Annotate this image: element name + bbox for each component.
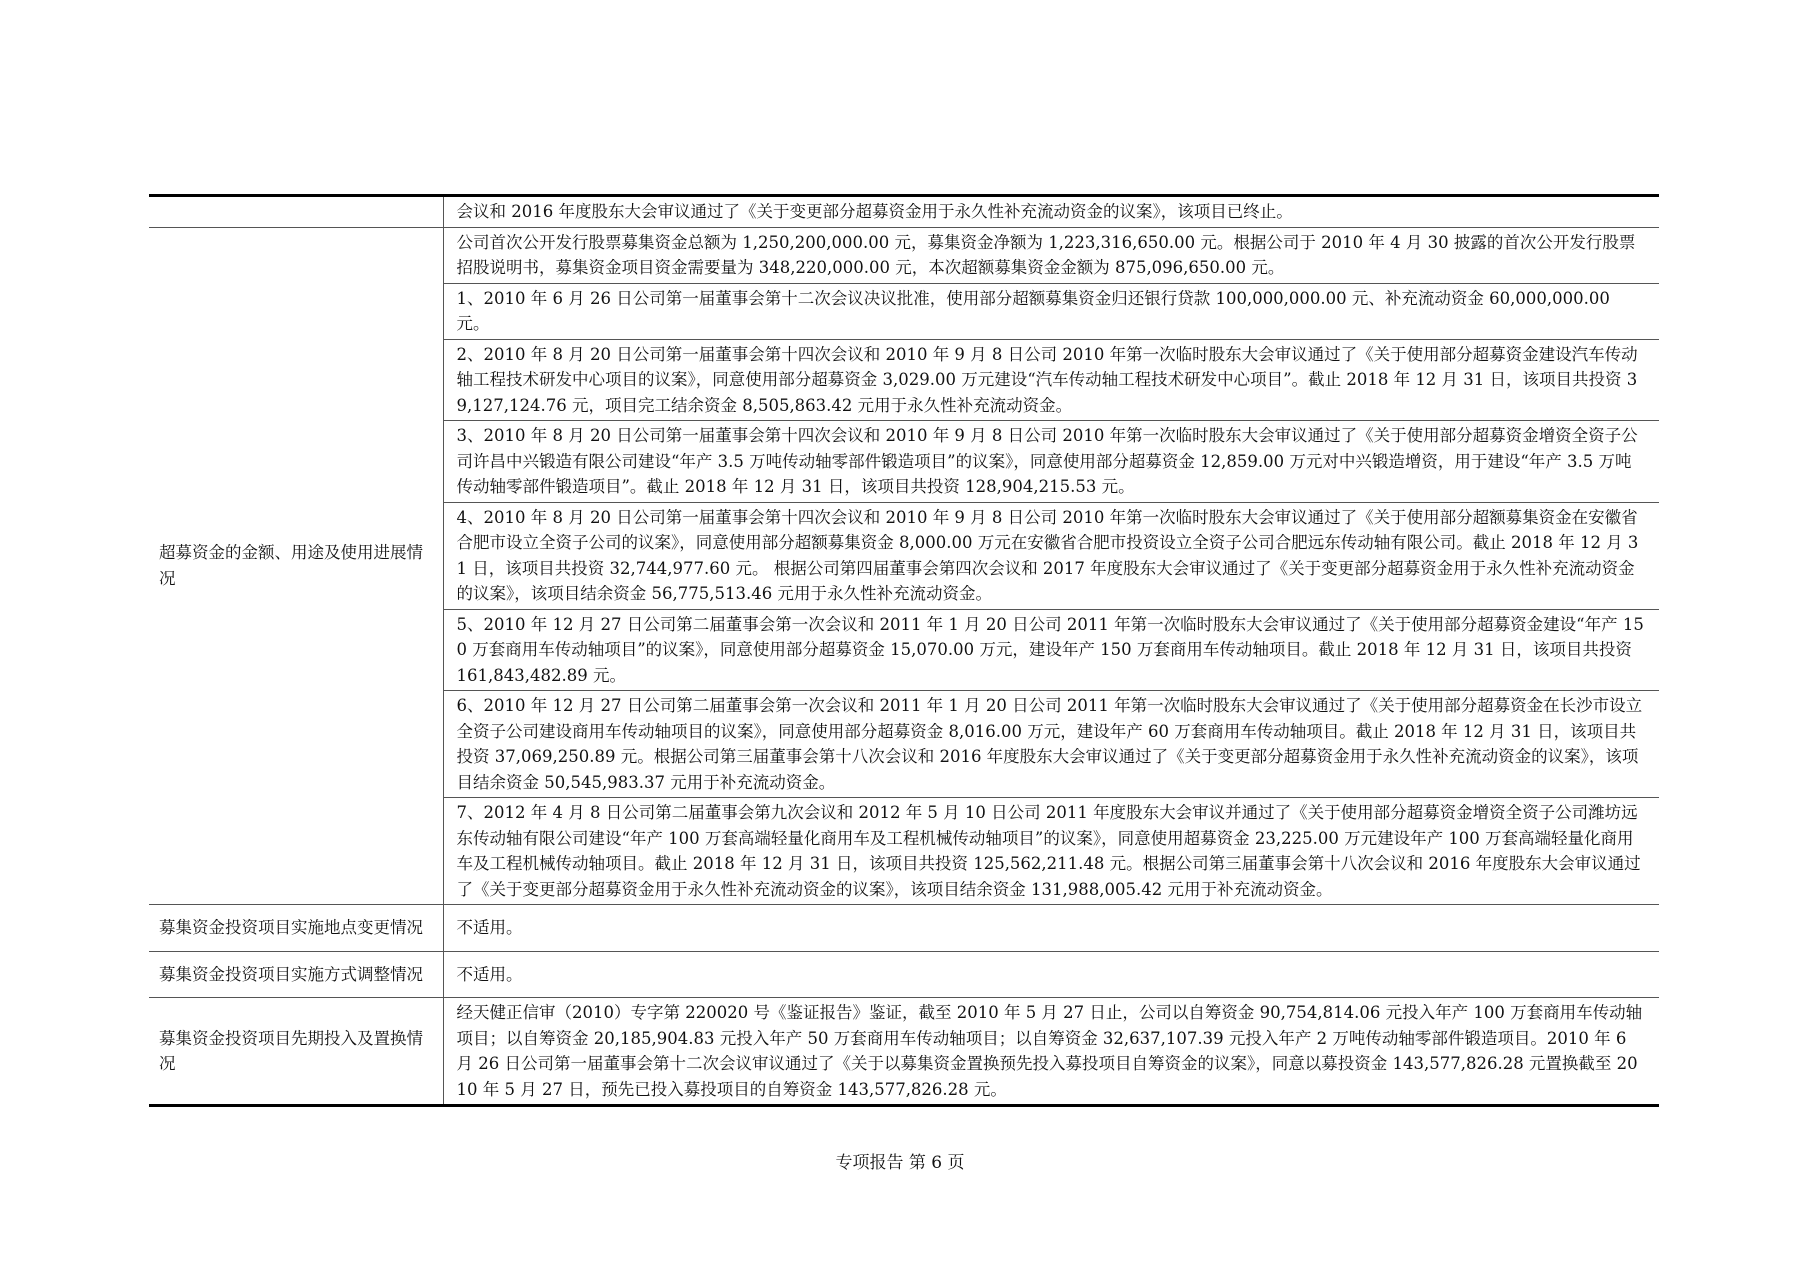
table-row [149,196,1659,228]
table-row [149,905,1659,952]
prior-investment-content: 经天健正信审（2010）专字第 220020 号《鉴证报告》鉴证，截至 2010 年 5 月 27 日止，公司以自筹资金 90,754,814.06 元投入年产 100 万套商用车传动轴项目；以自筹资金 20,185,904.83 元投入年产 50 万套商用车传动轴项目；以自筹资金 32,637,107.39 元投入年产 2 万吨传动轴零部件锻造项目。2010 年 6 月 26 日公司第一届董事会第十二次会议审议通过了《关于以募集资金置换预先投入募投项目自筹资金的议案》，同意以募投资金 143,577,826.28 元置换截至 2010 年 5 月 27 日，预先已投入募投项目的自筹资金 143,577,826.28 元。 [443,998,1659,1106]
row-label-method-adjustment: 募集资金投资项目实施方式调整情况 [149,951,443,998]
over-raised-funds-item-5: 5、2010 年 12 月 27 日公司第二届董事会第一次会议和 2011 年 1 月 20 日公司 2011 年第一次临时股东大会审议通过了《关于使用部分超募资金建设“年产 150 万套商用车传动轴项目”的议案》，同意使用部分超募资金 15,070.00 万元，建设年产 150 万套商用车传动轴项目。截止 2018 年 12 月 31 日，该项目共投资 161,843,482.89 元。 [443,609,1659,691]
method-adjustment-content: 不适用。 [443,951,1659,998]
over-raised-funds-item-1: 1、2010 年 6 月 26 日公司第一届董事会第十二次会议决议批准，使用部分超额募集资金归还银行贷款 100,000,000.00 元、补充流动资金 60,000,000.00 元。 [443,283,1659,339]
location-change-content: 不适用。 [443,905,1659,952]
over-raised-funds-summary: 公司首次公开发行股票募集资金总额为 1,250,200,000.00 元，募集资金净额为 1,223,316,650.00 元。根据公司于 2010 年 4 月 30 披露的首次公开发行股票招股说明书，募集资金项目资金需要量为 348,220,000.00 元，本次超额募集资金金额为 875,096,650.00 元。 [443,227,1659,283]
table-row [149,951,1659,998]
row-content: 会议和 2016 年度股东大会审议通过了《关于变更部分超募资金用于永久性补充流动资金的议案》，该项目已终止。 [443,196,1659,228]
row-label-over-raised-funds: 超募资金的金额、用途及使用进展情况 [149,227,443,905]
table-row [149,998,1659,1106]
over-raised-funds-item-6: 6、2010 年 12 月 27 日公司第二届董事会第一次会议和 2011 年 1 月 20 日公司 2011 年第一次临时股东大会审议通过了《关于使用部分超募资金在长沙市设立全资子公司建设商用车传动轴项目的议案》，同意使用部分超募资金 8,016.00 万元，建设年产 60 万套商用车传动轴项目。截止 2018 年 12 月 31 日，该项目共投资 37,069,250.89 元。根据公司第三届董事会第十八次会议和 2016 年度股东大会审议通过了《关于变更部分超募资金用于永久性补充流动资金的议案》，该项目结余资金 50,545,983.37 元用于补充流动资金。 [443,691,1659,798]
row-label-prior-investment: 募集资金投资项目先期投入及置换情况 [149,998,443,1106]
table-row [149,227,1659,283]
row-label [149,196,443,228]
row-label-location-change: 募集资金投资项目实施地点变更情况 [149,905,443,952]
page-footer: 专项报告 第 6 页 [835,1153,965,1173]
over-raised-funds-item-3: 3、2010 年 8 月 20 日公司第一届董事会第十四次会议和 2010 年 9 月 8 日公司 2010 年第一次临时股东大会审议通过了《关于使用部分超募资金增资全资子公司许昌中兴锻造有限公司建设“年产 3.5 万吨传动轴零部件锻造项目”的议案》，同意使用部分超募资金 12,859.00 万元对中兴锻造增资，用于建设“年产 3.5 万吨传动轴零部件锻造项目”。截止 2018 年 12 月 31 日，该项目共投资 128,904,215.53 元。 [443,421,1659,503]
over-raised-funds-item-2: 2、2010 年 8 月 20 日公司第一届董事会第十四次会议和 2010 年 9 月 8 日公司 2010 年第一次临时股东大会审议通过了《关于使用部分超募资金建设汽车传动轴工程技术研发中心项目的议案》，同意使用部分超募资金 3,029.00 万元建设“汽车传动轴工程技术研发中心项目”。截止 2018 年 12 月 31 日，该项目共投资 39,127,124.76 元，项目完工结余资金 8,505,863.42 元用于永久性补充流动资金。 [443,339,1659,421]
fund-usage-table [149,194,1659,1107]
over-raised-funds-item-4: 4、2010 年 8 月 20 日公司第一届董事会第十四次会议和 2010 年 9 月 8 日公司 2010 年第一次临时股东大会审议通过了《关于使用部分超额募集资金在安徽省合肥市设立全资子公司的议案》，同意使用部分超额募集资金 8,000.00 万元在安徽省合肥市投资设立全资子公司合肥远东传动轴有限公司。截止 2018 年 12 月 31 日，该项目共投资 32,744,977.60 元。 根据公司第四届董事会第四次会议和 2017 年度股东大会审议通过了《关于变更部分超募资金用于永久性补充流动资金的议案》，该项目结余资金 56,775,513.46 元用于永久性补充流动资金。 [443,502,1659,609]
over-raised-funds-item-7: 7、2012 年 4 月 8 日公司第二届董事会第九次会议和 2012 年 5 月 10 日公司 2011 年度股东大会审议并通过了《关于使用部分超募资金增资全资子公司潍坊远东传动轴有限公司建设“年产 100 万套高端轻量化商用车及工程机械传动轴项目”的议案》，同意使用超募资金 23,225.00 万元建设年产 100 万套高端轻量化商用车及工程机械传动轴项目。截止 2018 年 12 月 31 日，该项目共投资 125,562,211.48 元。根据公司第三届董事会第十八次会议和 2016 年度股东大会审议通过了《关于变更部分超募资金用于永久性补充流动资金的议案》，该项目结余资金 131,988,005.42 元用于补充流动资金。 [443,798,1659,905]
